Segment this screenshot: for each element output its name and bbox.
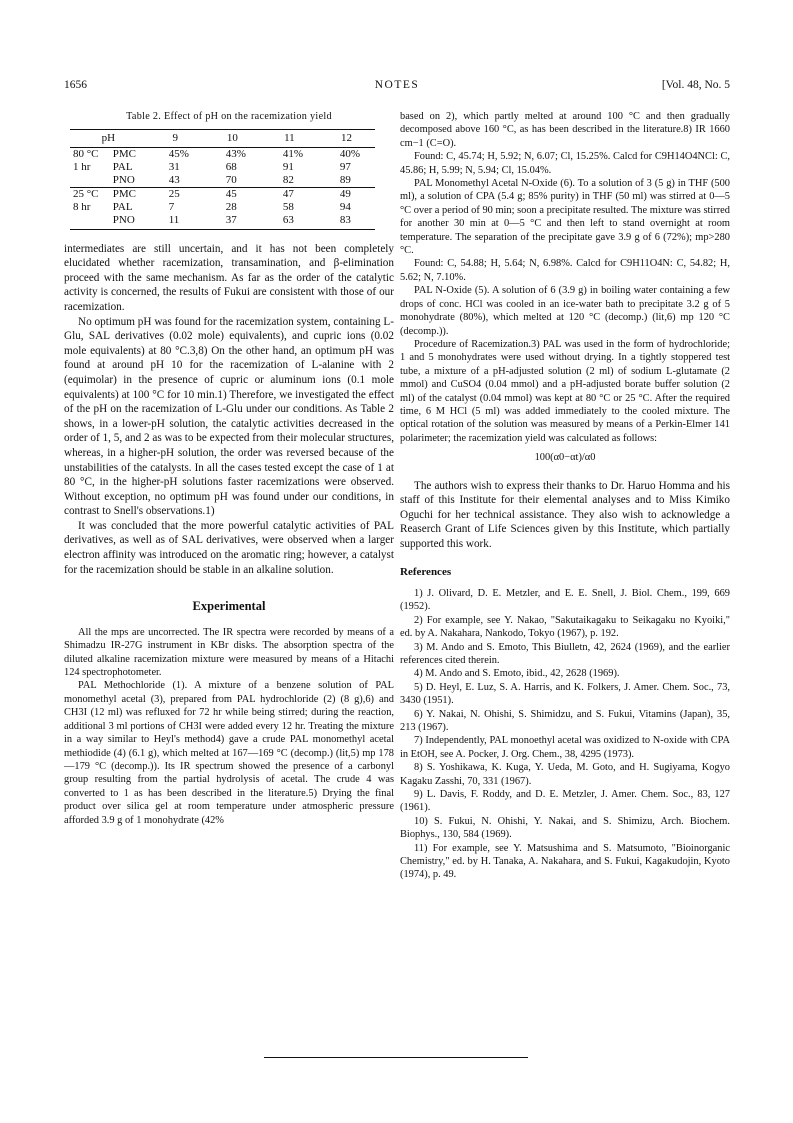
table-cell: 91	[282, 160, 294, 173]
acknowledgement: The authors wish to express their thanks to Dr. Haruo Homma and his staff of this Institute for their elemental analyses and to Miss Kimiko Oguchi for her technical assistance. They also wish to acknowledge a Reaserch Grant of Life Sciences given by this Institute, which partially supported this work.	[400, 479, 730, 550]
reference-item: 6) Y. Nakai, N. Ohishi, S. Shimidzu, and S. Fukui, Vitamins (Japan), 35, 213 (1967).	[400, 708, 730, 733]
paragraph: Procedure of Racemization.3) PAL was used in the form of hydrochloride; 1 and 5 monohydrates were used without drying. In a tightly stoppered test tube, a mixture of a pH-adjusted solution (2 ml) of sodium L-glutamate (2 mmol) and CuSO4 (0.04 mmol) and a pH-adjusted borate buffer solution (2 ml) of the catalyst (0.04 mmol) was kept at 80 °C or 25 °C. After the required time, 6 M HCl (5 ml) was added immediately to the cooled mixture. The optical rotation of the solution was measured by means of a Perkin-Elmer 141 polarimeter; the racemization yield was calculated as follows:	[400, 338, 730, 444]
reference-list	[400, 587, 730, 882]
table-cell: 43%	[225, 147, 246, 160]
footer-rule	[264, 1057, 528, 1058]
table-cell: PNO	[110, 214, 147, 230]
page-number: 1656	[64, 79, 87, 91]
table-header-cell: 11	[261, 129, 318, 147]
table-cell: 97	[339, 160, 351, 173]
table-header-cell: pH	[70, 129, 147, 147]
table-header-cell: 9	[147, 129, 204, 147]
table-cell: 49	[318, 187, 375, 201]
reference-item: 3) M. Ando and S. Emoto, This Biulletn, 42, 2624 (1969), and the earlier references cited therein.	[400, 641, 730, 666]
table-cell: PAL	[112, 160, 133, 173]
section-label: NOTES	[374, 79, 420, 91]
paragraph: intermediates are still uncertain, and it has not been completely elucidated whether racemization, transamination, and β-elimination proceed with the same mechanism. As far as the order of the catalytic activity is concerned, the results of Fukui are consistent with those of our racemization.	[64, 242, 394, 313]
paragraph: All the mps are uncorrected. The IR spectra were recorded by means of a Shimadzu IR-27G instrument in KBr disks. The absorption spectra of the diluted alkaline racemization mixture were measured by means of a Hitachi 124 spectrophotometer.	[64, 626, 394, 679]
table-row	[70, 147, 375, 161]
reference-item: 1) J. Olivard, D. E. Metzler, and E. E. Snell, J. Biol. Chem., 199, 669 (1952).	[400, 587, 730, 613]
paragraph: Found: C, 45.74; H, 5.92; N, 6.07; Cl, 15.25%. Calcd for C9H14O4NCl: C, 45.86; H, 5.99; N, 5.94; Cl, 15.04%.	[400, 151, 730, 176]
table-cell	[70, 214, 110, 230]
table-row	[70, 161, 375, 174]
paragraph: PAL N-Oxide (5). A solution of 6 (3.9 g) in boiling water containing a few drops of conc. HCl was cooled in an ice-water bath to precipitate 3.2 g of 5 monohydrate (80%), which melted at 120 °C (decomp.) (lit,6) mp 120 °C (decomp.)).	[400, 285, 730, 337]
results-table	[70, 129, 375, 230]
reference-item: 8) S. Yoshikawa, K. Kuga, Y. Ueda, M. Goto, and H. Sugiyama, Kogyo Kagaku Zasshi, 70, 331 (1967).	[400, 762, 730, 787]
table-header-cell: 10	[204, 129, 261, 147]
table-cell: 63	[261, 214, 318, 230]
table-cell: 25	[147, 187, 204, 201]
volume-label: [Vol. 48, No. 5	[661, 79, 730, 91]
paragraph: PAL Monomethyl Acetal N-Oxide (6). To a solution of 3 (5 g) in THF (500 ml), a solution of CPA (5.4 g; 85% purity) in THF (50 ml) was stirred at 0—5 °C over a period of 90 min; soon a precipitate resulted. The mixture was stirred for another 30 min at 0—5 °C and then left to stand overnight at room temperature. The separation of the precipitate gave 3.9 g of 6 (72%); mp>280 °C.	[400, 178, 730, 257]
table-cell: 47	[261, 187, 318, 201]
reference-item: 4) M. Ando and S. Emoto, ibid., 42, 2628 (1969).	[414, 668, 620, 680]
table-row	[70, 201, 375, 214]
table-caption: Table 2. Effect of pH on the racemization yield	[126, 111, 332, 122]
paragraph: PAL Methochloride (1). A mixture of a benzene solution of PAL monomethyl acetal (3), prepared from PAL hydrochloride (2) (8 g),6) and CH3I (12 ml) was refluxed for 72 hr while being stirred; during the reaction, additional 3 ml portions of CH3I were added every 12 hr. Treating the mixture in a way similar to Heyl's method4) gave a crude PAL monomethyl acetal methiodide (4) (6.1 g), which melted at 167—169 °C (decomp.) (lit,5) mp 178—179 °C (decomp.)). Its IR spectrum showed the presence of a carbonyl group resulting from the partial hydrolysis of acetal. The crude 4 was converted to 1 as has been described in the literature.5) Drying the final product over silica gel at room temperature under atmospheric pressure afforded 3.9 g of 1 monohydrate (42%	[64, 680, 394, 826]
paragraph: based on 2), which partly melted at around 100 °C and then gradually decomposed above 160 °C, as has been described in the literature.8) IR 1660 cm−1 (C=O).	[400, 111, 730, 149]
table-cell: 45%	[168, 147, 189, 160]
table-header-row	[70, 129, 375, 147]
reference-item: 5) D. Heyl, E. Luz, S. A. Harris, and K. Folkers, J. Amer. Chem. Soc., 73, 3430 (1951).	[400, 681, 730, 707]
table-cell: 58	[282, 200, 294, 213]
table-cell: 8 hr	[73, 200, 91, 213]
references-heading: References	[400, 565, 452, 578]
table-row	[70, 174, 375, 188]
table-cell: PMC	[112, 147, 137, 160]
table-cell: 31	[168, 160, 180, 173]
table-cell: 83	[318, 214, 375, 230]
table-cell: 80 °C	[73, 147, 99, 160]
yield-formula: 100(α0−αt)/α0	[534, 452, 596, 464]
table-cell: 94	[339, 200, 351, 213]
paragraph: No optimum pH was found for the racemization system, containing L-Glu, SAL derivatives (0.02 mole) equivalents), and cupric ions (0.02 mole equivalents) at 80 °C.3,8) On the other hand, an optimum pH was found at around pH 10 for the racemization of L-alanine with 2 (equimolar) in the presence of cupric or aluminum ions (0.1 mole equivalents) at 100 °C for 10 min.1) Therefore, we investigated the effect of the pH on the racemization of L-Glu under our conditions. As Table 2 shows, in a lower-pH solution, the catalytic activities decreased in the order of 1, 5, and 2 as was to be expected from their molecular structures, whereas, in a higher-pH solution, the order was reversed because of the unstabilities of the catalysts. In all the cases tested except the case of 1 at 80 °C, in the higher-pH solutions faster racemizations were observed. Without exception, no optimum pH was found under our conditions, in contrast to Snell's observations.1)	[64, 315, 394, 518]
table-cell: PMC	[110, 187, 147, 201]
table-cell: 11	[147, 214, 204, 230]
table-cell: 70	[225, 173, 237, 186]
reference-item: 10) S. Fukui, N. Ohishi, Y. Nakai, and S. Shimizu, Arch. Biochem. Biophys., 130, 584 (1969).	[400, 815, 730, 841]
table-cell: 7	[168, 200, 175, 213]
table-cell: 40%	[339, 147, 361, 160]
table-cell	[70, 174, 110, 188]
section-heading: Experimental	[192, 599, 266, 614]
paragraph: It was concluded that the more powerful catalytic activities of PAL derivatives, as well as of SAL derivatives, were observed when a larger electron affinity was introduced on the aromatic ring; however, a catalyst for the racemization should be stable in an alkaline solution.	[64, 519, 394, 576]
running-header	[64, 79, 730, 95]
table-cell: 89	[339, 173, 351, 186]
table-cell: 28	[225, 200, 237, 213]
reference-item: 11) For example, see Y. Matsushima and S. Matsumoto, "Bioinorganic Chemistry," ed. by H. Tanaka, A. Nakahara, and S. Fukui, Kagakudojin, Kyoto (1974), p. 49.	[400, 842, 730, 881]
table-cell: PAL	[112, 200, 133, 213]
right-column	[400, 110, 730, 882]
table-cell: 43	[168, 173, 180, 186]
table-cell: 41%	[282, 147, 304, 160]
reference-item: 9) L. Davis, F. Roddy, and D. E. Metzler, J. Amer. Chem. Soc., 83, 127 (1961).	[400, 789, 730, 814]
table-cell: 25 °C	[70, 187, 110, 201]
reference-item: 7) Independently, PAL monoethyl acetal was oxidized to N-oxide with CPA in EtOH, see A. Pocker, J. Org. Chem., 38, 4295 (1973).	[400, 735, 730, 760]
table-header-cell: 12	[318, 129, 375, 147]
table-row	[70, 187, 375, 201]
table-cell: 1 hr	[73, 160, 91, 173]
table-cell: 82	[282, 173, 294, 186]
table-cell: 68	[225, 160, 237, 173]
table-cell: 37	[204, 214, 261, 230]
paragraph: Found: C, 54.88; H, 5.64; N, 6.98%. Calcd for C9H11O4N: C, 54.82; H, 5.62; N, 7.10%.	[400, 258, 730, 283]
table-row	[70, 214, 375, 230]
left-column	[64, 110, 394, 827]
table-cell: PNO	[112, 173, 135, 186]
table-cell: 45	[204, 187, 261, 201]
reference-item: 2) For example, see Y. Nakao, "Sakutaikagaku to Seikagaku no Kyoiki," ed. by A. Nakahara, Nankodo, Tokyo (1967), p. 192.	[400, 614, 730, 640]
